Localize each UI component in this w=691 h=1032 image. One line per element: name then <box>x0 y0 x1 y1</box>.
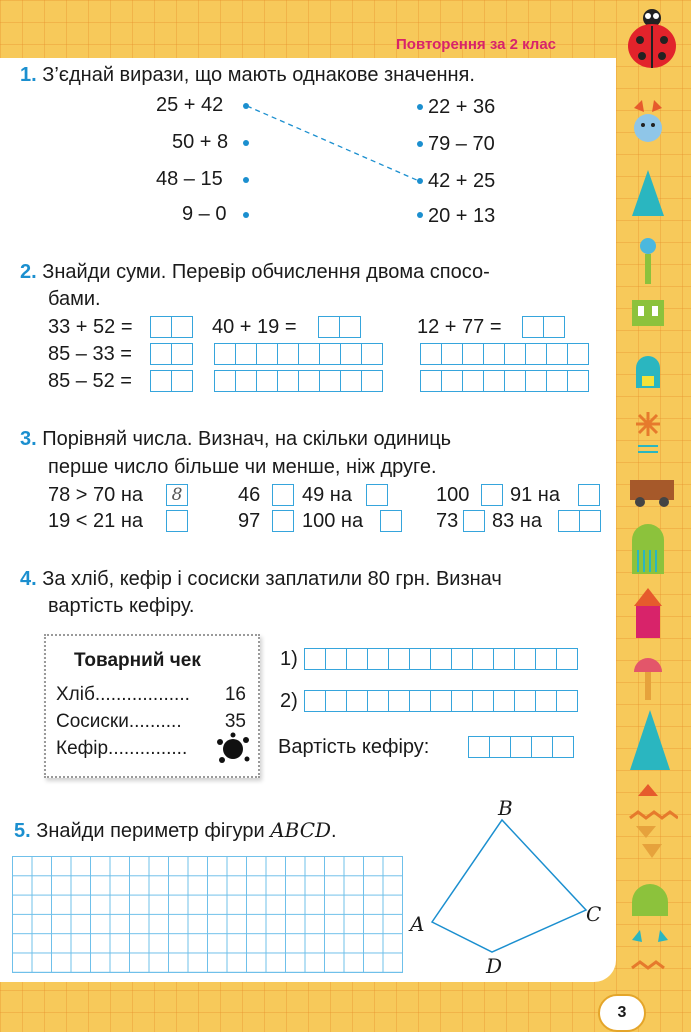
task-2-number: 2. <box>20 261 37 283</box>
task-3-number-b: 91 на <box>510 484 560 506</box>
task-4-number: 4. <box>20 568 37 590</box>
task-2-sum-expression: 40 + 19 = <box>212 316 297 338</box>
receipt-item-price: 16 <box>224 684 246 705</box>
task-1-right-expression: 20 + 13 <box>428 205 496 227</box>
task-2-sum-expression: 12 + 77 = <box>417 316 502 338</box>
task-2-text-line1: Знайди суми. Перевір обчислення двома спосо- <box>42 261 490 283</box>
task-5-period: . <box>331 820 337 842</box>
task-3-number-a: 100 <box>436 484 470 506</box>
task-3-number: 3. <box>20 428 37 450</box>
task-1-text: З’єднай вирази, що мають однакове значення. <box>42 64 475 86</box>
task-1-left-expression: 9 – 0 <box>182 203 227 225</box>
task-1-right-expression: 42 + 25 <box>428 170 496 192</box>
task-3-comparison: 19 < 21 на <box>48 510 144 532</box>
receipt-item-name: Хліб.................. <box>56 684 190 705</box>
task-2-text-line2: бами. <box>48 288 101 310</box>
task-1-left-expression: 50 + 8 <box>172 131 229 153</box>
task-3-number-b: 49 на <box>302 484 352 506</box>
task-2-check-expression: 85 – 52 = <box>48 370 132 392</box>
handwritten-answer: 8 <box>166 484 188 506</box>
task-5-text: Знайди периметр фігури <box>36 820 271 842</box>
task-2-sum-expression: 33 + 52 = <box>48 316 133 338</box>
answer-label: Вартість кефіру: <box>278 736 430 758</box>
task-4-text-line2: вартість кефіру. <box>48 595 195 617</box>
task-1-right-expression: 22 + 36 <box>428 96 496 118</box>
step-2-label: 2) <box>280 690 298 712</box>
point-label-c: C <box>586 902 602 926</box>
receipt-item-name: Кефір............... <box>56 738 188 759</box>
page-header-title: Повторення за 2 клас <box>396 36 557 53</box>
task-3-number-b: 100 на <box>302 510 364 532</box>
receipt-item-name: Сосиски.......... <box>56 711 182 732</box>
task-1-left-expression: 48 – 15 <box>156 168 223 190</box>
task-3-number-a: 46 <box>238 484 261 506</box>
page-number: 3 <box>598 994 646 1032</box>
task-1-left-expression: 25 + 42 <box>156 94 224 116</box>
point-label-a: A <box>410 912 425 936</box>
receipt-item-price: 35 <box>224 711 246 732</box>
point-label-b: B <box>498 796 513 820</box>
point-label-d: D <box>486 954 503 978</box>
task-3-text-line1: Порівняй числа. Визнач, на скільки одиниць <box>42 428 452 450</box>
task-3-text-line2: перше число більше чи менше, ніж друге. <box>48 456 437 478</box>
task-2-check-expression: 85 – 33 = <box>48 343 132 365</box>
figure-name: ABCD <box>270 818 332 842</box>
task-3-number-b: 83 на <box>492 510 542 532</box>
receipt-title: Товарний чек <box>74 650 201 671</box>
task-5-number: 5. <box>14 820 31 842</box>
task-1-number: 1. <box>20 64 37 86</box>
task-3-comparison: 78 > 70 на <box>48 484 144 506</box>
task-4-text-line1: За хліб, кефір і сосиски заплатили 80 грн. Визнач <box>42 568 502 590</box>
task-3-number-a: 97 <box>238 510 261 532</box>
task-1-right-expression: 79 – 70 <box>428 133 495 155</box>
step-1-label: 1) <box>280 648 298 670</box>
task-3-number-a: 73 <box>436 510 459 532</box>
